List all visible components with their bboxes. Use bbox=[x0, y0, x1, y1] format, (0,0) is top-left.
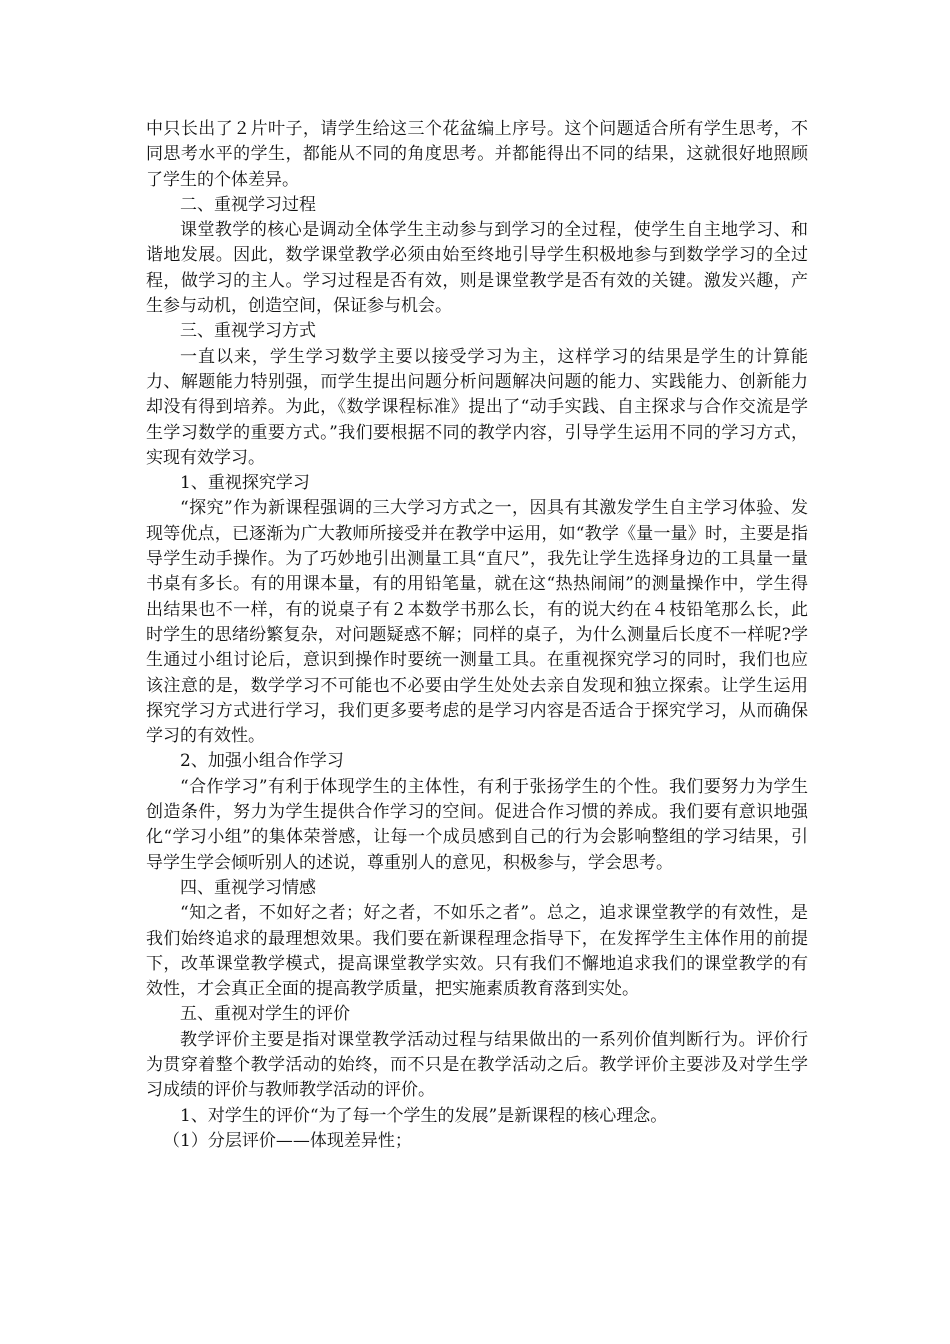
section-heading: 二、重视学习过程 bbox=[180, 194, 316, 215]
list-item: （1）分层评价——体现差异性； bbox=[163, 1130, 412, 1151]
section-heading: 四、重视学习情感 bbox=[180, 877, 316, 898]
subsection-heading: 1、重视探究学习 bbox=[180, 473, 310, 494]
paragraph: “探究”作为新课程强调的三大学习方式之一，因具有其激发学生自主学习体验、发现等优点，已逐渐为广大教师所接受并在教学中运用，如“教学《量一量》时，主要是指导学生动手操作。为了巧妙地引出测量工具“直尺”，我先让学生选择身边的工具量一量书桌有多长。有的用课本量，有的用铅笔量，就在这“热热闹闹”的测量操作中，学生得出结果也不一样，有的说桌子有２本数学书那么长，有的说大约在４枝铅笔那么长，此时学生的思绪纷繁复杂，对问题疑惑不解；同样的桌子，为什么测量后长度不一样呢?学生通过小组讨论后，意识到操作时要统一测量工具。在重视探究学习的同时，我们也应该注意的是，数学学习不可能也不必要由学生处处去亲自发现和独立探索。让学生运用探究学习方式进行学习，我们更多要考虑的是学习内容是否适合于探究学习，从而确保学习的有效性。 bbox=[146, 498, 808, 747]
paragraph: 课堂教学的核心是调动全体学生主动参与到学习的全过程，使学生自主地学习、和谐地发展。因此，数学课堂教学必须由始至终地引导学生积极地参与到数学学习的全过程，做学习的主人。学习过程是否有效，则是课堂教学是否有效的关键。激发兴趣，产生参与动机，创造空间，保证参与机会。 bbox=[146, 220, 808, 317]
document-body bbox=[146, 117, 808, 1154]
paragraph: “合作学习”有利于体现学生的主体性，有利于张扬学生的个性。我们要努力为学生创造条件，努力为学生提供合作学习的空间。促进合作习惯的养成。我们要有意识地强化“学习小组”的集体荣誉感，让每一个成员感到自己的行为会影响整组的学习结果，引导学生学会倾听别人的述说，尊重别人的意见，积极参与，学会思考。 bbox=[146, 776, 808, 873]
paragraph: 教学评价主要是指对课堂教学活动过程与结果做出的一系列价值判断行为。评价行为贯穿着整个教学活动的始终，而不只是在教学活动之后。教学评价主要涉及对学生学习成绩的评价与教师教学活动的评价。 bbox=[146, 1029, 808, 1101]
paragraph: 一直以来，学生学习数学主要以接受学习为主，这样学习的结果是学生的计算能力、解题能力特别强，而学生提出问题分析问题解决问题的能力、实践能力、创新能力却没有得到培养。为此，《数学课程标准》提出了“动手实践、自主探求与合作交流是学生学习数学的重要方式。”我们要根据不同的教学内容，引导学生运用不同的学习方式，实现有效学习。 bbox=[146, 346, 808, 468]
subsection-heading: 1、对学生的评价“为了每一个学生的发展”是新课程的核心理念。 bbox=[180, 1105, 668, 1126]
subsection-heading: 2、加强小组合作学习 bbox=[180, 751, 344, 772]
section-heading: 五、重视对学生的评价 bbox=[180, 1004, 350, 1025]
paragraph: 中只长出了２片叶子，请学生给这三个花盆编上序号。这个问题适合所有学生思考，不同思考水平的学生，都能从不同的角度思考。并都能得出不同的结果，这就很好地照顾了学生的个体差异。 bbox=[146, 119, 808, 190]
paragraph: “知之者，不如好之者；好之者，不如乐之者”。总之，追求课堂教学的有效性，是我们始终追求的最理想效果。我们要在新课程理念指导下，在发挥学生主体作用的前提下，改革课堂教学模式，提高课堂教学实效。只有我们不懈地追求我们的课堂教学的有效性，才会真正全面的提高教学质量，把实施素质教育落到实处。 bbox=[146, 903, 808, 1000]
section-heading: 三、重视学习方式 bbox=[180, 321, 316, 342]
